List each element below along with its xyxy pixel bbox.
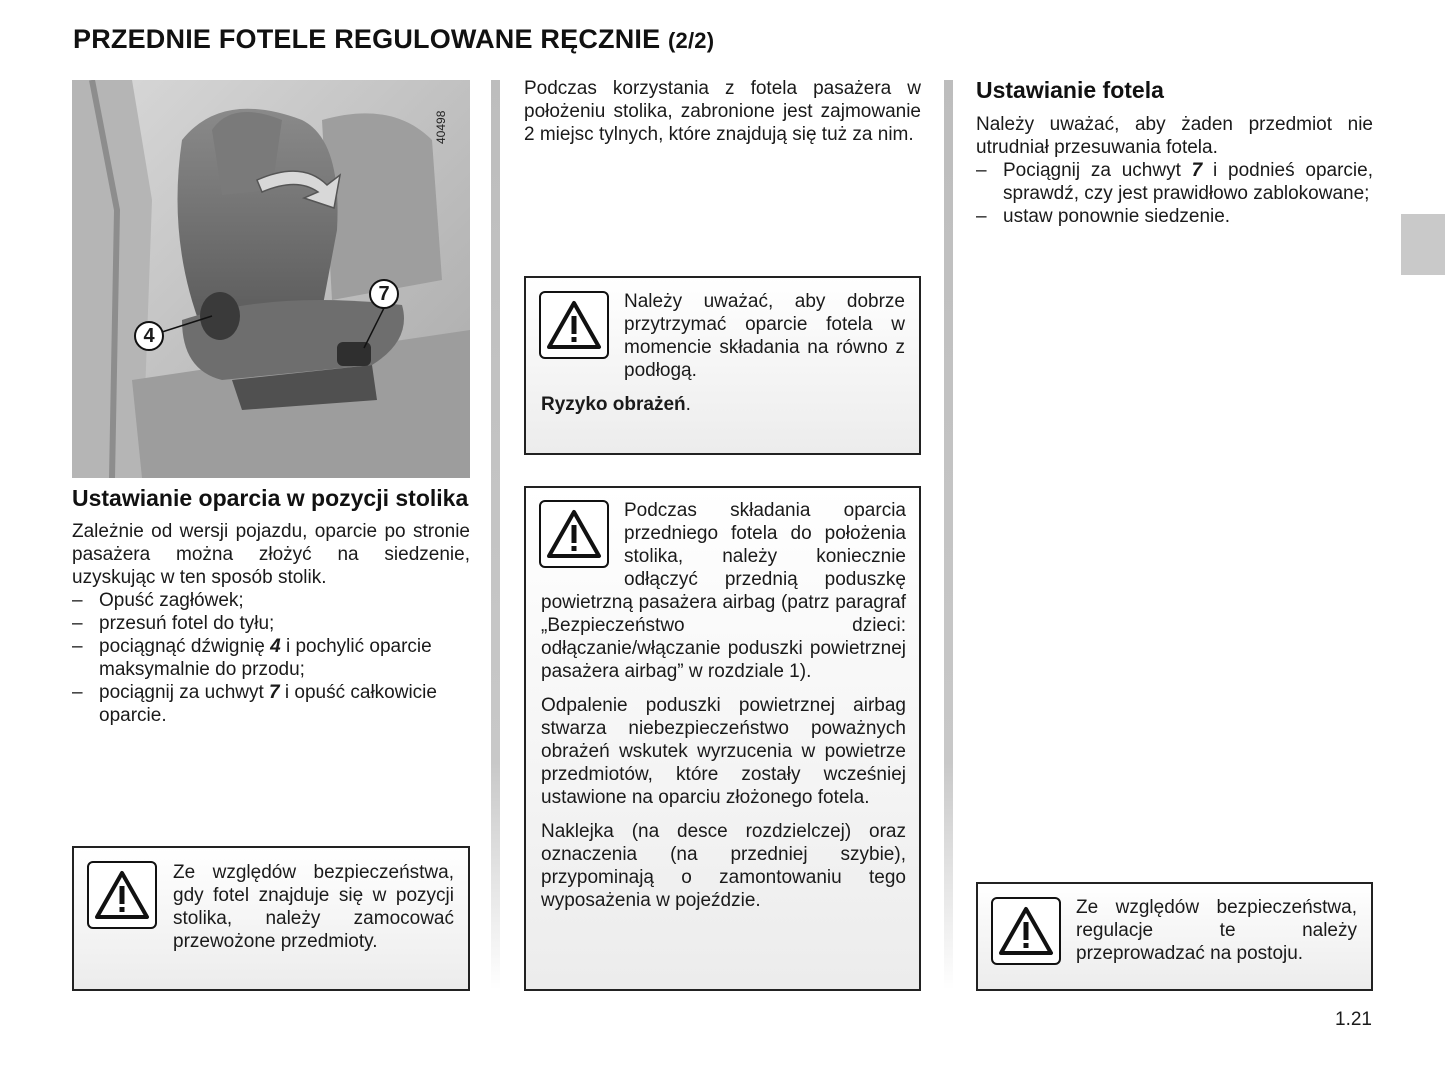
figure-code-text: 40498 <box>434 110 448 144</box>
warning-triangle-icon <box>87 861 157 929</box>
col1-warning-box <box>72 846 470 991</box>
col1-step-2: – przesuń fotel do tyłu; <box>72 612 470 635</box>
col2-intro: Podczas korzystania z fotela pasażera w położeniu stolika, zabronione jest zajmowanie 2 miejsc tylnych, które znajdują się tuż za nim. <box>524 78 921 145</box>
col1-steps <box>72 589 470 727</box>
icon-float-spacer <box>541 499 624 582</box>
page-number: 1.21 <box>1335 1009 1372 1030</box>
col3-steps <box>976 159 1373 228</box>
warning-triangle-icon <box>539 291 609 359</box>
warning-triangle-icon <box>991 897 1061 965</box>
seat-figure <box>72 80 470 478</box>
seat-illustration <box>72 80 470 478</box>
col1-warning-text: Ze względów bezpieczeństwa, gdy fotel znajduje się w pozycji stolika, należy zamocować przewożone przedmioty. <box>173 862 454 952</box>
col3-section <box>976 76 1373 228</box>
col2-warning2-body <box>541 499 906 912</box>
col2-warning2-p2: Odpalenie poduszki powietrznej airbag stwarza niebezpieczeństwo poważnych obrażeń wskutek wyrzucenia w powietrze przedmiotów, które zostały wcześniej ustawione na oparciu złożonego fotela. <box>541 695 906 808</box>
figure-code <box>434 84 466 144</box>
chapter-tab <box>1401 214 1445 275</box>
col3-warning-text: Ze względów bezpieczeństwa, regulacje te należy przeprowadzać na postoju. <box>1076 897 1357 964</box>
col3-step-2: – ustaw ponownie siedzenie. <box>976 205 1373 228</box>
col3-warning-box <box>976 882 1373 991</box>
col3-step-1: – Pociągnij za uchwyt 7 i podnieś oparcie, sprawdź, czy jest prawidłowo zablokowane; <box>976 159 1373 205</box>
col1-section <box>72 484 470 727</box>
callout-7 <box>369 279 399 309</box>
col1-step-4: – pociągnij za uchwyt 7 i opuść całkowicie oparcie. <box>72 681 470 727</box>
col2-warning2-p3: Naklejka (na desce rozdzielczej) oraz oznaczenia (na przedniej szybie), przypominają o zamontowaniu tego wyposażenia w pojeździe. <box>541 821 906 911</box>
ref-7: 7 <box>1191 160 1203 181</box>
ref-4: 4 <box>270 636 281 657</box>
col1-heading: Ustawianie oparcia w pozycji stolika <box>72 485 469 511</box>
col2-warning1-box <box>524 276 921 455</box>
column-divider-left <box>491 80 500 990</box>
col2-warning1-risk: Ryzyko obrażeń. <box>541 394 691 415</box>
page-title-text: PRZEDNIE FOTELE REGULOWANE RĘCZNIE <box>73 24 661 54</box>
ref-7: 7 <box>269 682 280 703</box>
column-divider-right <box>944 80 953 990</box>
page-title-part: (2/2) <box>668 28 715 53</box>
callout-7-label: 7 <box>378 282 390 305</box>
risk-label: Ryzyko obrażeń <box>541 394 686 415</box>
col2-warning1-text: Należy uważać, aby dobrze przytrzymać oparcie fotela w momencie składania na równo z podłogą. <box>624 291 905 381</box>
page-title <box>73 24 714 55</box>
col3-heading: Ustawianie fotela <box>976 77 1164 103</box>
col1-step-3: – pociągnąć dźwignię 4 i pochylić oparcie maksymalnie do przodu; <box>72 635 470 681</box>
col1-step-1: – Opuść zagłówek; <box>72 589 470 612</box>
col2-warning2-p1: Podczas składania oparcia przedniego fotela do położenia stolika, należy koniecznie odłączyć przednią poduszkę powietrzną pasażera airbag (patrz paragraf „Bezpieczeństwo dzieci: odłączanie/włączanie poduszki powietrznej pasażera airbag” w rozdziale 1). <box>541 500 906 682</box>
callout-4-label: 4 <box>143 324 155 347</box>
callout-4 <box>134 321 164 351</box>
col3-intro: Należy uważać, aby żaden przedmiot nie utrudniał przesuwania fotela. <box>976 114 1373 158</box>
col1-intro: Zależnie od wersji pojazdu, oparcie po stronie pasażera można złożyć na siedzenie, uzyskując w ten sposób stolik. <box>72 521 470 588</box>
col2-warning2-box <box>524 486 921 991</box>
